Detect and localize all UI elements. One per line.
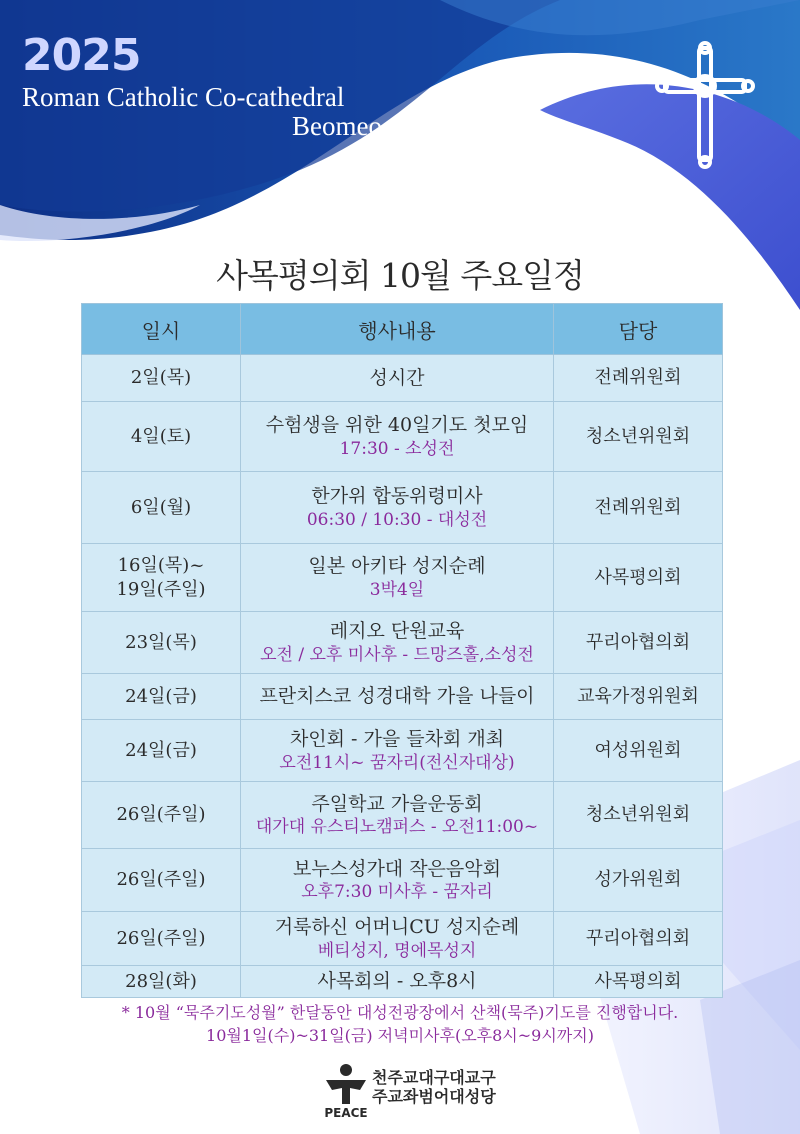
date-cell: 26일(주일) [82,782,241,849]
table-header-row [82,304,723,355]
table-row [82,355,723,402]
footnote [0,1001,800,1047]
footnote-line2: 10월1일(수)~31일(금) 저녁미사후(오후8시~9시까지) [206,1026,594,1046]
church-name-line2: Beomeo [292,111,382,141]
table-row [82,674,723,720]
date-cell: 26일(주일) [82,912,241,966]
event-cell [241,402,554,472]
event-cell [241,966,554,998]
event-cell [241,612,554,674]
column-header-date: 일시 [82,304,241,355]
table-row [82,912,723,966]
church-name-line1: Roman Catholic Co-cathedral [22,82,345,112]
dept-cell: 교육가정위원회 [554,674,723,720]
dept-cell: 전례위원회 [554,472,723,544]
event-title: 수험생을 위한 40일기도 첫모임 [265,414,529,437]
event-title: 차인회 - 가을 들차회 개최 [289,728,505,751]
event-title: 주일학교 가을운동회 [311,792,483,815]
event-title: 보누스성가대 작은음악회 [293,857,501,880]
event-cell [241,720,554,782]
event-detail: 오전11시~ 꿈자리(전신자대상) [279,752,515,773]
event-detail: 베티성지, 명에목성지 [317,940,477,961]
dept-cell: 청소년위원회 [554,782,723,849]
table-row [82,402,723,472]
event-cell [241,912,554,966]
event-detail: 대가대 유스티노캠퍼스 - 오전11:00~ [255,817,539,838]
event-title: 거룩하신 어머니CU 성지순례 [274,916,520,939]
table-row [82,966,723,998]
event-cell [241,355,554,402]
date-cell: 24일(금) [82,720,241,782]
table-row [82,544,723,612]
event-detail: 오후7:30 미사후 - 꿈자리 [301,882,493,903]
logo-text: PEACE [324,1106,368,1120]
cross-icon [655,40,755,170]
dept-cell: 여성위원회 [554,720,723,782]
dept-cell: 사목평의회 [554,544,723,612]
event-title: 한가위 합동위령미사 [311,485,483,508]
event-detail: 3박4일 [369,579,425,600]
event-detail: 오전 / 오후 미사후 - 드망즈홀,소성전 [260,644,534,665]
column-header-event: 행사내용 [241,304,554,355]
dept-cell: 사목평의회 [554,966,723,998]
date-cell: 26일(주일) [82,849,241,912]
dept-cell: 꾸리아협의회 [554,912,723,966]
page-title: 사목평의회 10월 주요일정 [216,256,584,295]
event-cell [241,472,554,544]
footnote-line1: * 10월 “묵주기도성월” 한달동안 대성전광장에서 산책(묵주)기도를 진행합니다. [121,1003,679,1022]
event-detail: 06:30 / 10:30 - 대성전 [306,509,488,530]
event-cell [241,849,554,912]
dept-cell: 성가위원회 [554,849,723,912]
table-row [82,782,723,849]
event-title: 성시간 [369,366,425,389]
event-title: 레지오 단원교육 [329,620,465,643]
date-cell: 2일(목) [82,355,241,402]
date-cell: 28일(화) [82,966,241,998]
dept-cell: 꾸리아협의회 [554,612,723,674]
table-row [82,612,723,674]
parish-line1: 천주교대구대교구 [372,1068,496,1087]
parish-line2: 주교좌범어대성당 [372,1087,496,1107]
date-cell: 4일(토) [82,402,241,472]
dept-cell: 전례위원회 [554,355,723,402]
table-row [82,472,723,544]
event-cell [241,674,554,720]
year-label: 2025 [22,30,141,81]
event-title: 사목회의 - 오후8시 [317,970,477,993]
date-cell: 6일(월) [82,472,241,544]
event-title: 일본 아키타 성지순례 [308,555,486,578]
date-cell: 16일(목)~ 19일(주일) [82,544,241,612]
column-header-dept: 담당 [554,304,723,355]
event-cell [241,782,554,849]
table-row [82,849,723,912]
event-detail: 17:30 - 소성전 [339,438,455,459]
event-cell [241,544,554,612]
peace-logo-icon [320,1062,372,1120]
event-title: 프란치스코 성경대학 가을 나들이 [259,685,535,708]
date-cell: 24일(금) [82,674,241,720]
parish-name [372,1068,496,1106]
table-row [82,720,723,782]
dept-cell: 청소년위원회 [554,402,723,472]
schedule-table [81,303,723,998]
date-cell: 23일(목) [82,612,241,674]
